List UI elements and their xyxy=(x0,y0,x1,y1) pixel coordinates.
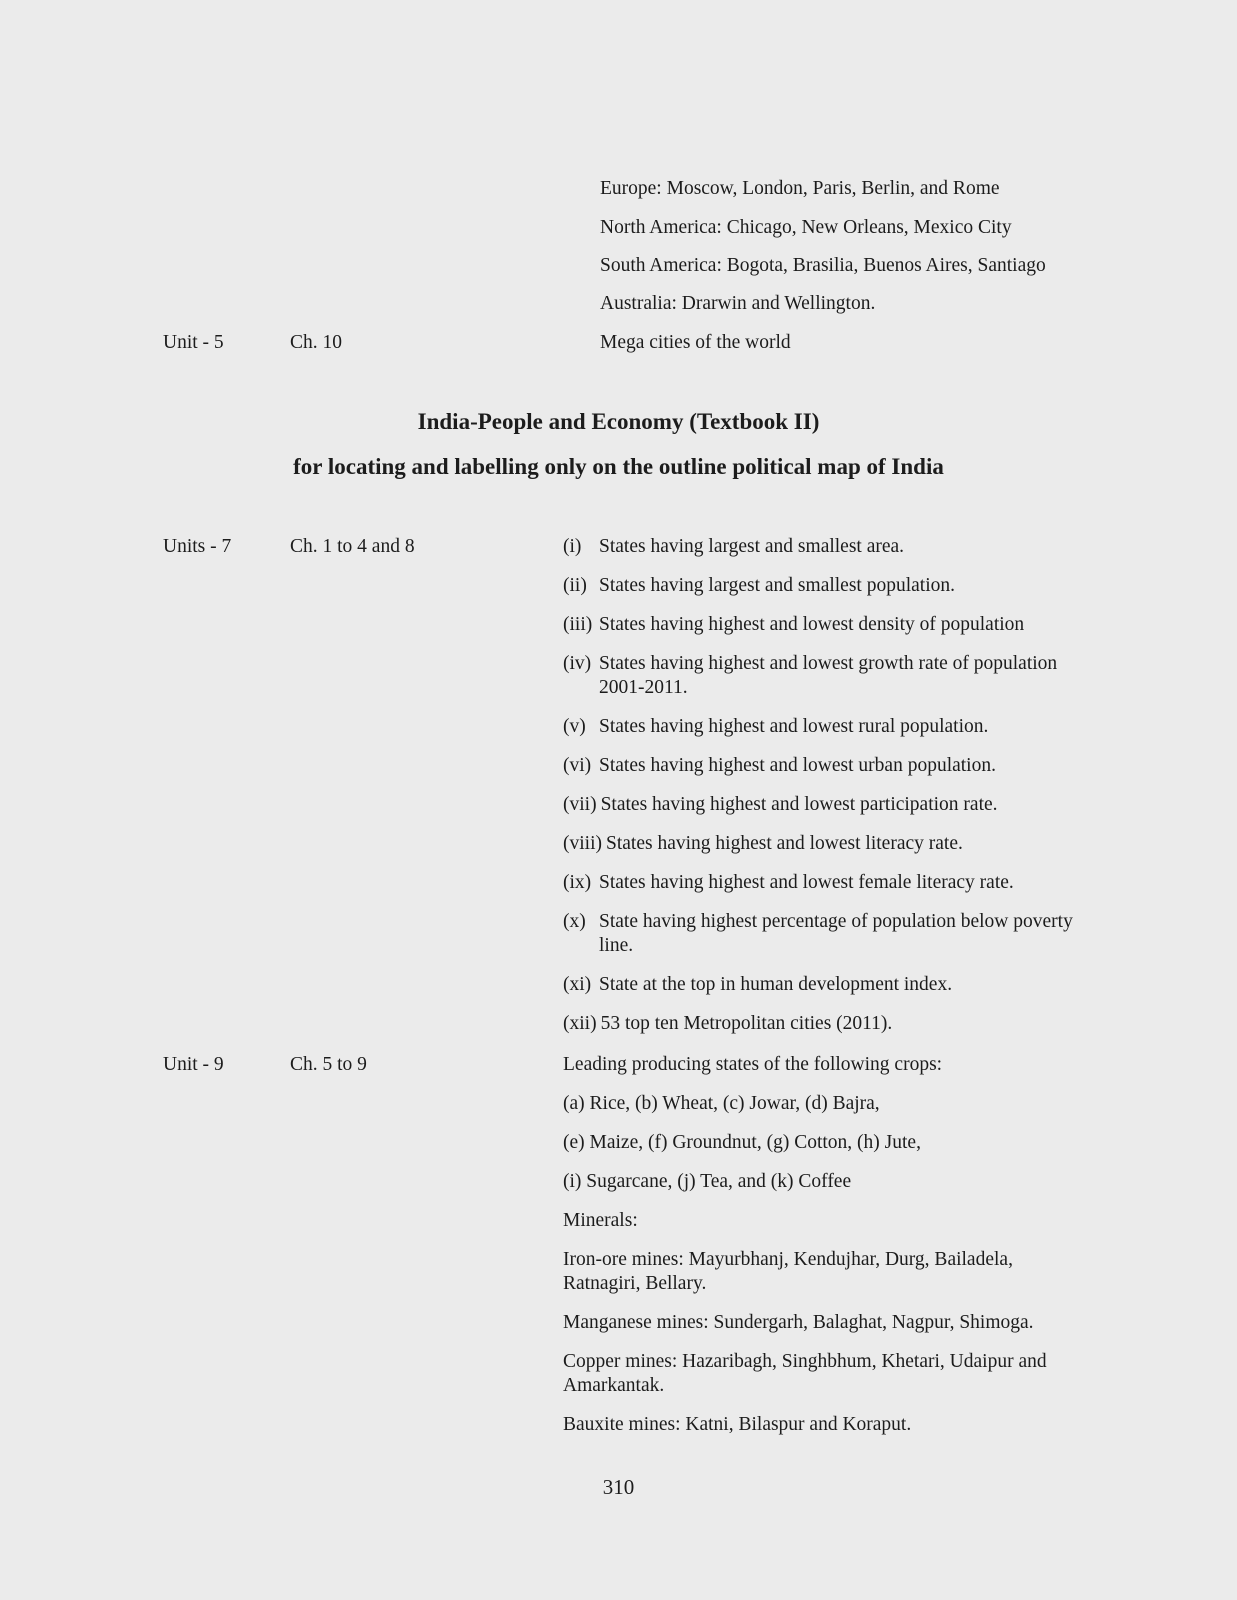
iron-ore-mines: Iron-ore mines: Mayurbhanj, Kendujhar, Durg, Bailadela, Ratnagiri, Bellary. xyxy=(563,1249,1013,1294)
item-text: State at the top in human development index. xyxy=(599,974,953,995)
item-number: (ix) xyxy=(563,872,592,893)
bauxite-mines: Bauxite mines: Katni, Bilaspur and Koraput. xyxy=(563,1414,912,1435)
unit9-item-list xyxy=(563,1053,1075,1452)
top-list-item: North America: Chicago, New Orleans, Mexico City xyxy=(600,217,1012,238)
minerals-heading: Minerals: xyxy=(563,1210,638,1231)
item-number: (x) xyxy=(563,911,586,932)
list-item xyxy=(563,715,1075,739)
list-item xyxy=(563,910,1075,958)
item-number: (i) xyxy=(563,536,582,557)
crops-intro: Leading producing states of the following crops: xyxy=(563,1054,943,1075)
list-item xyxy=(563,793,1075,817)
crops-line: (a) Rice, (b) Wheat, (c) Jowar, (d) Bajra, xyxy=(563,1093,880,1114)
section-heading: India-People and Economy (Textbook II) xyxy=(417,409,820,434)
chapter-label: Ch. 1 to 4 and 8 xyxy=(290,536,415,557)
item-number: (v) xyxy=(563,716,586,737)
top-list-item: Australia: Drarwin and Wellington. xyxy=(600,293,876,314)
section-subheading: for locating and labelling only on the outline political map of India xyxy=(293,454,944,479)
item-text: States having largest and smallest population. xyxy=(599,575,955,596)
item-number: (vii) xyxy=(563,794,597,815)
list-item xyxy=(563,574,1075,598)
list-item xyxy=(563,973,1075,997)
list-item xyxy=(563,652,1075,700)
item-text: States having highest and lowest rural population. xyxy=(599,716,989,737)
unit-label: Units - 7 xyxy=(163,536,232,557)
unit-label: Unit - 5 xyxy=(163,332,224,353)
item-text: 53 top ten Metropolitan cities (2011). xyxy=(600,1013,893,1034)
item-number: (iv) xyxy=(563,653,592,674)
list-item xyxy=(563,613,1075,637)
unit-label: Unit - 9 xyxy=(163,1054,224,1075)
list-item xyxy=(563,832,1075,856)
item-text: States having highest and lowest literacy rate. xyxy=(606,833,963,854)
item-number: (xi) xyxy=(563,974,592,995)
list-item xyxy=(563,871,1075,895)
copper-mines: Copper mines: Hazaribagh, Singhbhum, Khetari, Udaipur and Amarkantak. xyxy=(563,1351,1047,1396)
item-text: States having highest and lowest urban population. xyxy=(599,755,996,776)
item-text: States having highest and lowest growth rate of population 2001-2011. xyxy=(599,653,1058,698)
crops-line: (e) Maize, (f) Groundnut, (g) Cotton, (h) Jute, xyxy=(563,1132,921,1153)
item-number: (iii) xyxy=(563,614,593,635)
item-text: State having highest percentage of population below poverty line. xyxy=(599,911,1073,956)
top-list-item: South America: Bogota, Brasilia, Buenos Aires, Santiago xyxy=(600,255,1046,276)
item-text: States having highest and lowest female literacy rate. xyxy=(599,872,1014,893)
page-number: 310 xyxy=(602,1475,635,1499)
item-text: States having highest and lowest participation rate. xyxy=(600,794,998,815)
item-number: (viii) xyxy=(563,833,602,854)
manganese-mines: Manganese mines: Sundergarh, Balaghat, Nagpur, Shimoga. xyxy=(563,1312,1034,1333)
units7-item-list xyxy=(563,535,1075,1051)
list-item xyxy=(563,754,1075,778)
list-item xyxy=(563,535,1075,559)
chapter-label: Ch. 5 to 9 xyxy=(290,1054,367,1075)
item-number: (xii) xyxy=(563,1013,597,1034)
item-number: (vi) xyxy=(563,755,592,776)
list-item xyxy=(563,1012,1075,1036)
item-number: (ii) xyxy=(563,575,587,596)
topic-text: Mega cities of the world xyxy=(600,332,791,353)
top-list-item: Europe: Moscow, London, Paris, Berlin, and Rome xyxy=(600,178,1000,199)
crops-line: (i) Sugarcane, (j) Tea, and (k) Coffee xyxy=(563,1171,852,1192)
chapter-label: Ch. 10 xyxy=(290,332,343,353)
item-text: States having highest and lowest density of population xyxy=(599,614,1025,635)
item-text: States having largest and smallest area. xyxy=(599,536,905,557)
